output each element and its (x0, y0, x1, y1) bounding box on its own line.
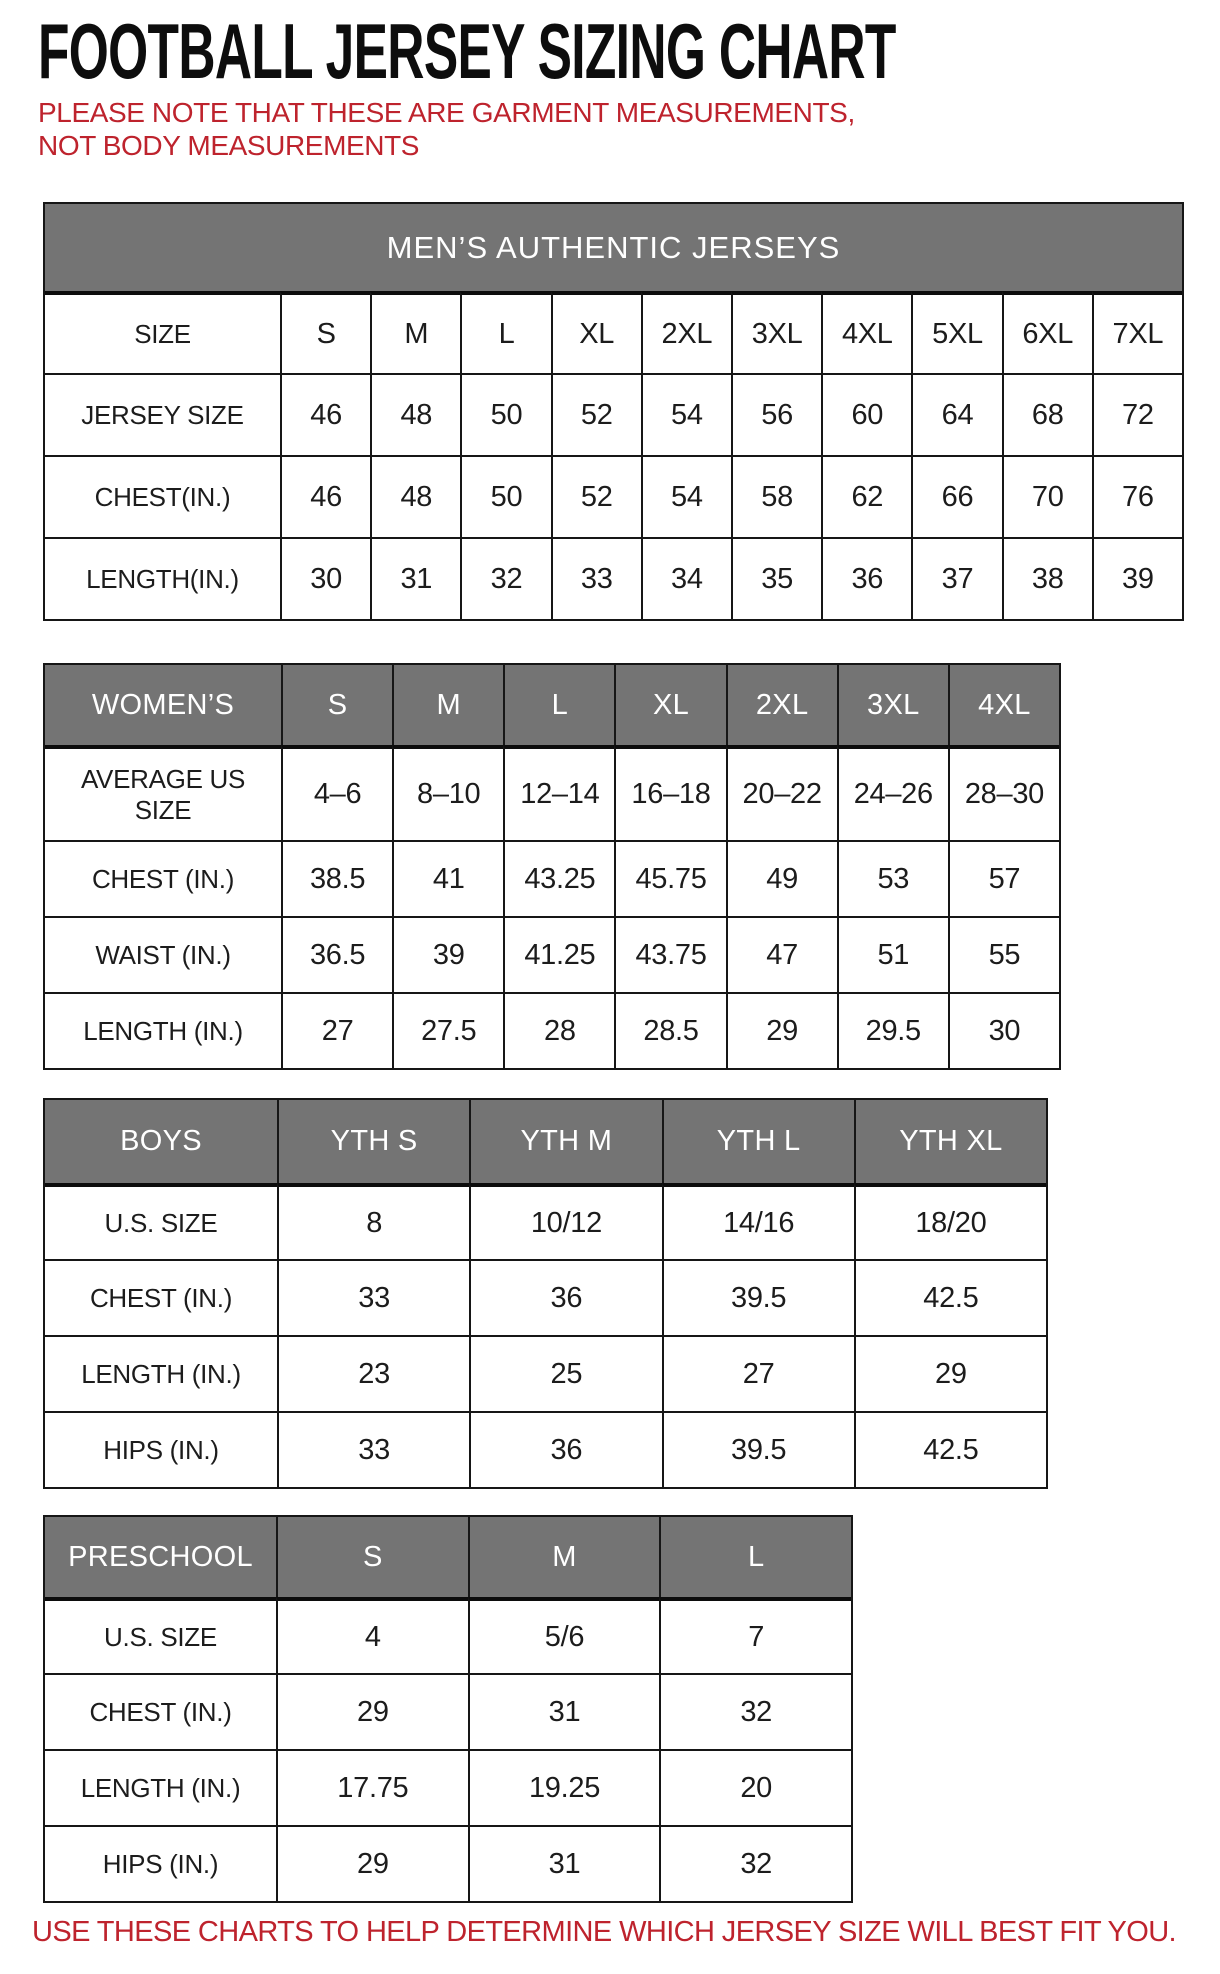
womens-cell: 41.25 (503, 916, 614, 992)
womens-cell: 29.5 (837, 992, 948, 1068)
womens-cell: 57 (948, 840, 1059, 916)
womens-cell: 20–22 (726, 745, 837, 840)
mens-cell: 54 (641, 455, 731, 537)
mens-cell: 52 (551, 455, 641, 537)
boys-column-header: YTH S (277, 1100, 469, 1183)
preschool-row-label: CHEST (IN.) (45, 1673, 276, 1749)
preschool-cell: 20 (659, 1749, 851, 1825)
mens-cell: 38 (1002, 537, 1092, 619)
preschool-row-label: HIPS (IN.) (45, 1825, 276, 1901)
womens-row-label: LENGTH (IN.) (45, 992, 281, 1068)
mens-cell: 68 (1002, 373, 1092, 455)
mens-cell: 52 (551, 373, 641, 455)
womens-cell: 47 (726, 916, 837, 992)
mens-cell: 39 (1092, 537, 1182, 619)
mens-cell: 33 (551, 537, 641, 619)
mens-row-label: CHEST(IN.) (45, 455, 280, 537)
mens-cell: 70 (1002, 455, 1092, 537)
boys-sizing-table (43, 1098, 1048, 1489)
mens-cell: M (370, 291, 460, 373)
mens-cell: 7XL (1092, 291, 1182, 373)
mens-cell: 54 (641, 373, 731, 455)
boys-row-label: CHEST (IN.) (45, 1259, 277, 1335)
womens-cell: 38.5 (281, 840, 392, 916)
mens-cell: 64 (911, 373, 1001, 455)
mens-cell: 36 (821, 537, 911, 619)
mens-cell: 58 (731, 455, 821, 537)
womens-cell: 4–6 (281, 745, 392, 840)
womens-column-header: S (281, 665, 392, 745)
womens-cell: 55 (948, 916, 1059, 992)
preschool-cell: 32 (659, 1825, 851, 1901)
preschool-column-header: L (659, 1517, 851, 1597)
mens-cell: 4XL (821, 291, 911, 373)
preschool-cell: 7 (659, 1597, 851, 1673)
mens-cell: 3XL (731, 291, 821, 373)
womens-cell: 29 (726, 992, 837, 1068)
boys-cell: 14/16 (662, 1183, 854, 1259)
womens-column-header: 2XL (726, 665, 837, 745)
page-title (38, 7, 1220, 95)
womens-column-header: 3XL (837, 665, 948, 745)
womens-cell: 51 (837, 916, 948, 992)
mens-cell: L (460, 291, 550, 373)
boys-cell: 42.5 (854, 1411, 1046, 1487)
mens-cell: 50 (460, 455, 550, 537)
mens-cell: 56 (731, 373, 821, 455)
boys-cell: 36 (469, 1259, 661, 1335)
mens-cell: S (280, 291, 370, 373)
mens-cell: 76 (1092, 455, 1182, 537)
mens-cell: 46 (280, 373, 370, 455)
womens-row-label: CHEST (IN.) (45, 840, 281, 916)
mens-row-label: LENGTH(IN.) (45, 537, 280, 619)
mens-cell: 62 (821, 455, 911, 537)
garment-measurements-note: PLEASE NOTE THAT THESE ARE GARMENT MEASUREMENTS, NOT BODY MEASUREMENTS (38, 97, 855, 161)
womens-cell: 41 (392, 840, 503, 916)
womens-column-header: XL (614, 665, 725, 745)
page-title-text: FOOTBALL JERSEY SIZING CHART (38, 7, 896, 95)
sizing-chart-page (0, 7, 1220, 1974)
boys-row-label: LENGTH (IN.) (45, 1335, 277, 1411)
womens-column-header: 4XL (948, 665, 1059, 745)
mens-cell: 35 (731, 537, 821, 619)
mens-row-label: SIZE (45, 291, 280, 373)
boys-cell: 10/12 (469, 1183, 661, 1259)
boys-row-label: HIPS (IN.) (45, 1411, 277, 1487)
mens-cell: 72 (1092, 373, 1182, 455)
womens-cell: 28 (503, 992, 614, 1068)
womens-cell: 53 (837, 840, 948, 916)
boys-cell: 8 (277, 1183, 469, 1259)
preschool-sizing-table (43, 1515, 853, 1903)
mens-cell: 37 (911, 537, 1001, 619)
preschool-cell: 29 (276, 1825, 468, 1901)
preschool-row-label: U.S. SIZE (45, 1597, 276, 1673)
mens-cell: 46 (280, 455, 370, 537)
womens-cell: 36.5 (281, 916, 392, 992)
boys-cell: 18/20 (854, 1183, 1046, 1259)
boys-table-title: BOYS (45, 1100, 277, 1183)
preschool-column-header: S (276, 1517, 468, 1597)
mens-cell: 34 (641, 537, 731, 619)
womens-cell: 12–14 (503, 745, 614, 840)
womens-cell: 27 (281, 992, 392, 1068)
womens-cell: 30 (948, 992, 1059, 1068)
boys-cell: 42.5 (854, 1259, 1046, 1335)
mens-cell: 31 (370, 537, 460, 619)
mens-cell: 66 (911, 455, 1001, 537)
mens-cell: 30 (280, 537, 370, 619)
womens-cell: 8–10 (392, 745, 503, 840)
mens-cell: 5XL (911, 291, 1001, 373)
boys-cell: 33 (277, 1259, 469, 1335)
boys-column-header: YTH XL (854, 1100, 1046, 1183)
womens-cell: 28–30 (948, 745, 1059, 840)
mens-cell: 48 (370, 455, 460, 537)
boys-cell: 27 (662, 1335, 854, 1411)
preschool-cell: 4 (276, 1597, 468, 1673)
mens-cell: 6XL (1002, 291, 1092, 373)
womens-cell: 43.75 (614, 916, 725, 992)
preschool-cell: 31 (468, 1673, 660, 1749)
boys-cell: 23 (277, 1335, 469, 1411)
preschool-table-title: PRESCHOOL (45, 1517, 276, 1597)
womens-cell: 24–26 (837, 745, 948, 840)
womens-column-header: M (392, 665, 503, 745)
preschool-cell: 17.75 (276, 1749, 468, 1825)
boys-cell: 39.5 (662, 1259, 854, 1335)
mens-cell: 2XL (641, 291, 731, 373)
womens-cell: 43.25 (503, 840, 614, 916)
boys-cell: 39.5 (662, 1411, 854, 1487)
womens-cell: 27.5 (392, 992, 503, 1068)
womens-row-label: AVERAGE US SIZE (45, 745, 281, 840)
boys-cell: 25 (469, 1335, 661, 1411)
boys-cell: 29 (854, 1335, 1046, 1411)
mens-cell: XL (551, 291, 641, 373)
womens-cell: 39 (392, 916, 503, 992)
womens-cell: 45.75 (614, 840, 725, 916)
womens-table-title: WOMEN’S (45, 665, 281, 745)
boys-column-header: YTH L (662, 1100, 854, 1183)
mens-cell: 32 (460, 537, 550, 619)
preschool-cell: 31 (468, 1825, 660, 1901)
mens-table-title: MEN’S AUTHENTIC JERSEYS (45, 204, 1182, 291)
mens-row-label: JERSEY SIZE (45, 373, 280, 455)
mens-authentic-jerseys-table (43, 202, 1184, 621)
footer-note: USE THESE CHARTS TO HELP DETERMINE WHICH JERSEY SIZE WILL BEST FIT YOU. (32, 1916, 1176, 1948)
preschool-row-label: LENGTH (IN.) (45, 1749, 276, 1825)
preschool-cell: 32 (659, 1673, 851, 1749)
womens-sizing-table (43, 663, 1061, 1070)
womens-cell: 49 (726, 840, 837, 916)
mens-cell: 48 (370, 373, 460, 455)
womens-cell: 16–18 (614, 745, 725, 840)
boys-cell: 33 (277, 1411, 469, 1487)
preschool-cell: 19.25 (468, 1749, 660, 1825)
boys-row-label: U.S. SIZE (45, 1183, 277, 1259)
mens-cell: 60 (821, 373, 911, 455)
boys-cell: 36 (469, 1411, 661, 1487)
womens-cell: 28.5 (614, 992, 725, 1068)
preschool-cell: 29 (276, 1673, 468, 1749)
preschool-cell: 5/6 (468, 1597, 660, 1673)
preschool-column-header: M (468, 1517, 660, 1597)
womens-column-header: L (503, 665, 614, 745)
boys-column-header: YTH M (469, 1100, 661, 1183)
mens-cell: 50 (460, 373, 550, 455)
womens-row-label: WAIST (IN.) (45, 916, 281, 992)
